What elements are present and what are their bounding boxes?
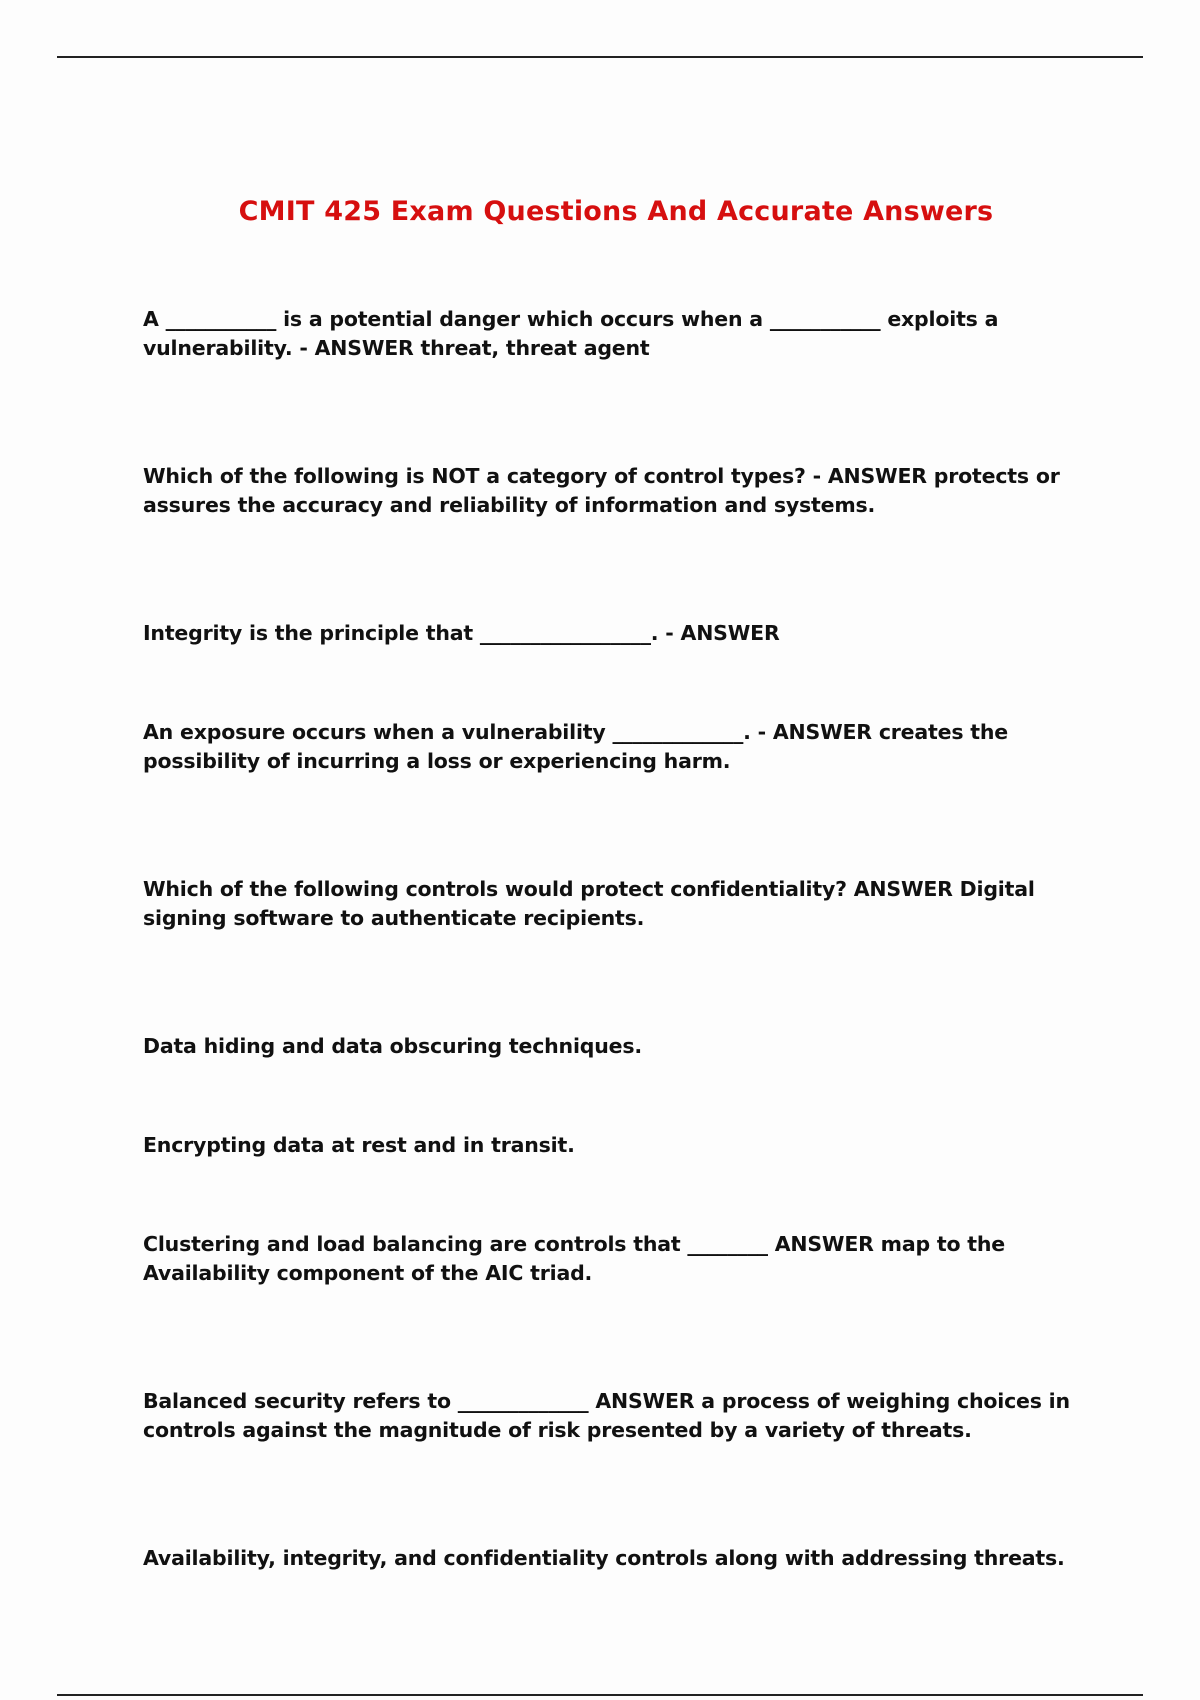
qa-item: Integrity is the principle that _________________. - ANSWER <box>143 621 780 645</box>
document-title: CMIT 425 Exam Questions And Accurate Answers <box>238 196 994 227</box>
qa-item: A ___________ is a potential danger which occurs when a ___________ exploits a vulnerability. - ANSWER threat, threat agent <box>143 307 999 360</box>
qa-item: An exposure occurs when a vulnerability _____________. - ANSWER creates the possibility of incurring a loss or experiencing harm. <box>143 720 1008 773</box>
qa-item: Balanced security refers to _____________ ANSWER a process of weighing choices in controls against the magnitude of risk presented by a variety of threats. <box>143 1389 1070 1442</box>
qa-item: Which of the following controls would protect confidentiality? ANSWER Digital signing software to authenticate recipients. <box>143 877 1035 930</box>
qa-item: Encrypting data at rest and in transit. <box>143 1133 575 1157</box>
qa-item: Data hiding and data obscuring techniques. <box>143 1034 642 1058</box>
qa-item: Clustering and load balancing are controls that ________ ANSWER map to the Availability component of the AIC triad. <box>143 1232 1005 1285</box>
footer-rule <box>57 1694 1143 1696</box>
header-rule <box>57 56 1143 58</box>
qa-list <box>143 305 1103 1672</box>
qa-item: Availability, integrity, and confidentiality controls along with addressing threats. <box>143 1546 1065 1570</box>
qa-item: Which of the following is NOT a category of control types? - ANSWER protects or assures the accuracy and reliability of information and systems. <box>143 464 1060 517</box>
